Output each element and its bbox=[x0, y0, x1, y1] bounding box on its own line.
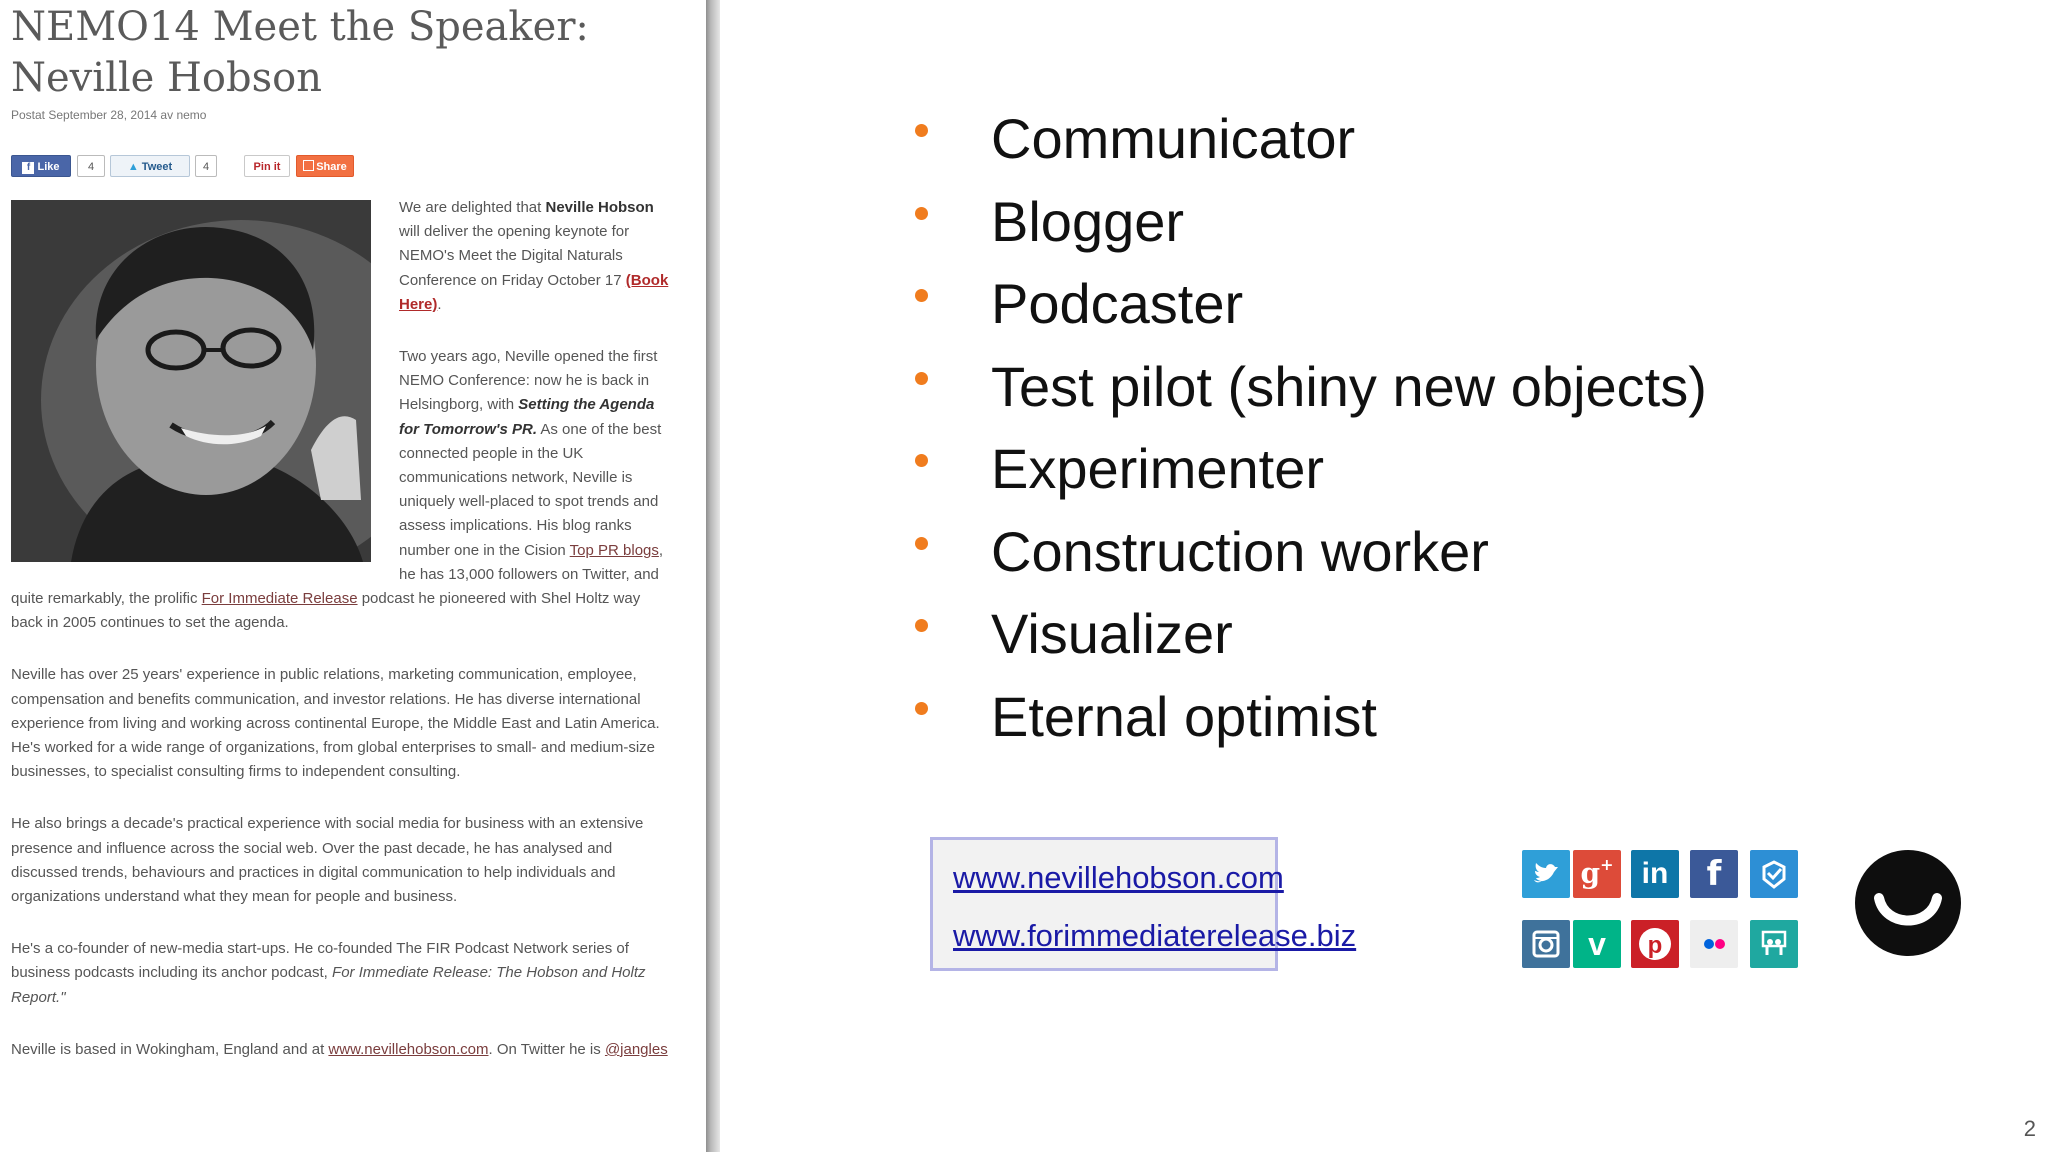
like-count: 4 bbox=[77, 155, 105, 177]
post-title: NEMO14 Meet the Speaker: Neville Hobson bbox=[11, 4, 589, 101]
paragraph-6: Neville is based in Wokingham, England and at www.nevillehobson.com. On Twitter he is @jangles bbox=[11, 1040, 668, 1058]
url-box bbox=[930, 837, 1357, 971]
share-buttons bbox=[11, 155, 411, 179]
paragraph-3: Neville has over 25 years' experience in public relations, marketing communication, employee, compensation and benefits communication, and investor relations. He has diverse international experience from living and working across continental Europe, the Middle East and Latin America. He's worked for a wide range of organizations, from global enterprises to small- and medium-size businesses, to specialist consulting firms to independent consulting. bbox=[11, 666, 660, 781]
fir-link[interactable]: For Immediate Release bbox=[201, 590, 358, 608]
bullet-dot bbox=[915, 207, 928, 220]
linkedin-icon[interactable]: in bbox=[1631, 850, 1679, 898]
facebook-icon: f bbox=[22, 162, 34, 174]
nevillehobson-url-link[interactable]: www.nevillehobson.com bbox=[953, 860, 1284, 895]
nevillehobson-link[interactable]: www.nevillehobson.com bbox=[328, 1040, 489, 1058]
bullet-dot bbox=[915, 537, 928, 550]
tweet-count: 4 bbox=[195, 155, 217, 177]
bullet-dot bbox=[915, 454, 928, 467]
twitter-handle-link[interactable]: @jangles bbox=[604, 1040, 668, 1058]
google-plus-icon[interactable]: g+ bbox=[1573, 850, 1621, 898]
slide: Communicator Blogger Podcaster Test pilot (shiny new objects) Experimenter Construction worker Visualizer Eternal optimist www.nevillehobson.com www.forimmediaterelease.biz g+ in f v p 2 bbox=[720, 0, 2048, 1152]
twitter-icon: ▲ bbox=[127, 161, 139, 173]
post-body bbox=[11, 196, 675, 1090]
paragraph-5: He's a co-founder of new-media start-ups. He co-founded The FIR Podcast Network series of business podcasts including its anchor podcast, For Immediate Release: The Hobson and Holtz Report." bbox=[11, 940, 646, 1006]
svg-text:p: p bbox=[1647, 932, 1663, 959]
paragraph-2: Two years ago, Neville opened the first NEMO Conference: now he is back in Helsingborg, with Setting the Agenda for Tomorrow's PR. As one of the best connected people in the UK communications network, Neville is uniquely well-placed to spot trends and assess implications. His blog ranks number one in the Cision Top PR blogs, he has 13,000 followers on Twitter, and quite remarkably, the prolific For Immediate Release podcast he pioneered with Shel Holtz way back in 2005 continues to set the agenda. bbox=[11, 348, 664, 632]
bullet-dot bbox=[915, 372, 928, 385]
bullet-dot bbox=[915, 702, 928, 715]
facebook-like-button[interactable]: f Like bbox=[11, 155, 71, 177]
blog-post-screenshot bbox=[0, 0, 706, 1152]
share-icon bbox=[303, 160, 314, 171]
tweet-button[interactable]: ▲ Tweet bbox=[110, 155, 190, 177]
pinterest-icon[interactable] bbox=[1631, 920, 1679, 968]
forimmediaterelease-url-link[interactable]: www.forimmediaterelease.biz bbox=[953, 918, 1357, 953]
flickr-icon[interactable] bbox=[1690, 920, 1738, 968]
facebook-icon[interactable]: f bbox=[1690, 850, 1738, 898]
twitter-icon[interactable] bbox=[1522, 850, 1570, 898]
bullet-dot bbox=[915, 289, 928, 302]
ello-smile-icon[interactable] bbox=[1855, 850, 1961, 956]
bullet-dot bbox=[915, 619, 928, 632]
paragraph-1: We are delighted that Neville Hobson will deliver the opening keynote for NEMO's Meet the Digital Naturals Conference on Friday October 17 (Book Here). bbox=[399, 199, 669, 313]
vine-icon[interactable]: v bbox=[1573, 920, 1621, 968]
instagram-icon[interactable] bbox=[1522, 920, 1570, 968]
foursquare-icon[interactable] bbox=[1750, 850, 1798, 898]
share-button[interactable]: Share bbox=[296, 155, 354, 177]
slideshare-icon[interactable] bbox=[1750, 920, 1798, 968]
blog-shadow-divider bbox=[706, 0, 720, 1152]
book-here-link[interactable]: (Book Here) bbox=[399, 271, 669, 313]
bullet-dot bbox=[915, 124, 928, 137]
pin-it-button[interactable]: Pin it bbox=[244, 155, 290, 177]
top-pr-blogs-link[interactable]: Top PR blogs bbox=[569, 541, 659, 559]
slide-number: 2 bbox=[2023, 1116, 2036, 1141]
post-meta: Postat September 28, 2014 av nemo bbox=[11, 108, 207, 122]
paragraph-4: He also brings a decade's practical experience with social media for business with an extensive presence and influence across the social web. Over the past decade, he has analysed and discussed trends, behaviours and practices in digital communication to help individuals and organizations understand what they mean for people and business. bbox=[11, 815, 644, 906]
